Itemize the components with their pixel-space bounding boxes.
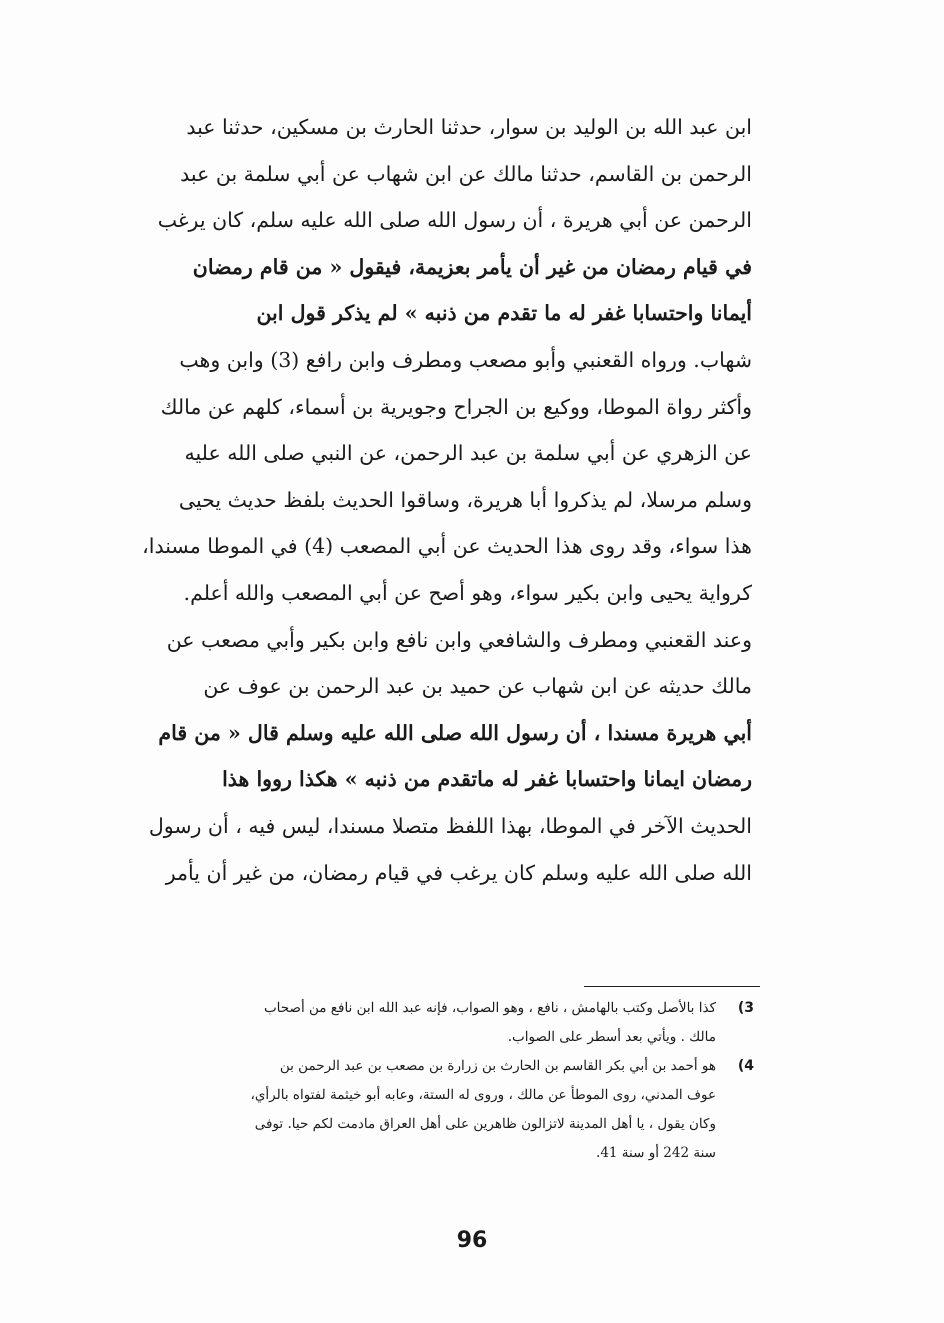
footnote-line: سنة 242 أو سنة 41.	[596, 1145, 716, 1161]
footnote-line: كذا بالأصل وكتب بالهامش ، نافع ، وهو الصواب، فإنه عبد الله ابن نافع من أصحاب	[263, 1000, 716, 1016]
footnotes-block	[128, 994, 754, 1168]
text-line-1: ابن عبد الله بن الوليد بن سوار، حدثنا الحارث بن مسكين، حدثنا عبد	[186, 115, 752, 139]
text-line-9: وسلم مرسلا، لم يذكروا أبا هريرة، وساقوا الحديث بلفظ حديث يحيى	[178, 487, 752, 512]
text-line-6: شهاب. ورواه القعنبي وأبو مصعب ومطرف وابن رافع (3) وابن وهب	[179, 347, 752, 372]
text-line-11: كرواية يحيى وابن بكير سواء، وهو أصح عن أبي المصعب والله أعلم.	[183, 580, 752, 605]
footnote-line: هو أحمد بن أبي بكر القاسم بن الحارث بن زرارة بن مصعب بن عبد الرحمن بن	[279, 1058, 716, 1074]
text-line-5: أيمانا واحتسابا غفر له ما تقدم من ذنبه » لم يذكر قول ابن	[256, 301, 752, 326]
footnote-line: وكان يقول ، يا أهل المدينة لاتزالون ظاهرين على أهل العراق مادمت لكم حيا. توفى	[254, 1116, 716, 1132]
text-line-10: هذا سواء، وقد روى هذا الحديث عن أبي المصعب (4) في الموطا مسندا،	[142, 534, 752, 559]
footnote-number: 3)	[737, 1000, 754, 1016]
text-line-16: الحديث الآخر في الموطا، بهذا اللفظ متصلا مسندا، ليس فيه ، أن رسول	[148, 813, 752, 838]
footnote-number: 4)	[737, 1058, 754, 1074]
footnote-line: مالك . ويأتي بعد أسطر على الصواب.	[507, 1029, 716, 1045]
footnote-3	[128, 994, 754, 1052]
text-line-2: الرحمن بن القاسم، حدثنا مالك عن ابن شهاب عن أبي سلمة بن عبد	[180, 161, 752, 186]
footnote-separator	[584, 986, 760, 987]
text-line-3: الرحمن عن أبي هريرة ، أن رسول الله صلى الله عليه سلم، كان يرغب	[157, 208, 752, 233]
text-line-8: عن الزهري عن أبي سلمة بن عبد الرحمن، عن النبي صلى الله عليه	[184, 441, 752, 466]
text-line-14: أبي هريرة مسندا ، أن رسول الله صلى الله عليه وسلم قال « من قام	[158, 720, 752, 745]
text-line-13: مالك حديثه عن ابن شهاب عن حميد بن عبد الرحمن بن عوف عن	[203, 674, 752, 699]
main-text-block	[128, 104, 752, 896]
text-line-17: الله صلى الله عليه وسلم كان يرغب في قيام رمضان، من غير أن يأمر	[165, 860, 752, 885]
footnote-4	[128, 1052, 754, 1168]
page-number: 96	[456, 1228, 488, 1253]
text-line-12: وعند القعنبي ومطرف والشافعي وابن نافع وابن بكير وأبي مصعب عن	[166, 627, 752, 652]
footnote-line: عوف المدني، روى الموطأ عن مالك ، وروى له الستة، وعابه أبو خيثمة لفتواه بالرأي،	[250, 1087, 716, 1103]
text-line-4: في قيام رمضان من غير أن يأمر بعزيمة، فيقول « من قام رمضان	[192, 254, 752, 279]
text-line-15: رمضان ايمانا واحتسابا غفر له ماتقدم من ذنبه » هكذا رووا هذا	[222, 767, 752, 792]
text-line-7: وأكثر رواة الموطا، ووكيع بن الجراح وجويرية بن أسماء، كلهم عن مالك	[160, 394, 752, 419]
